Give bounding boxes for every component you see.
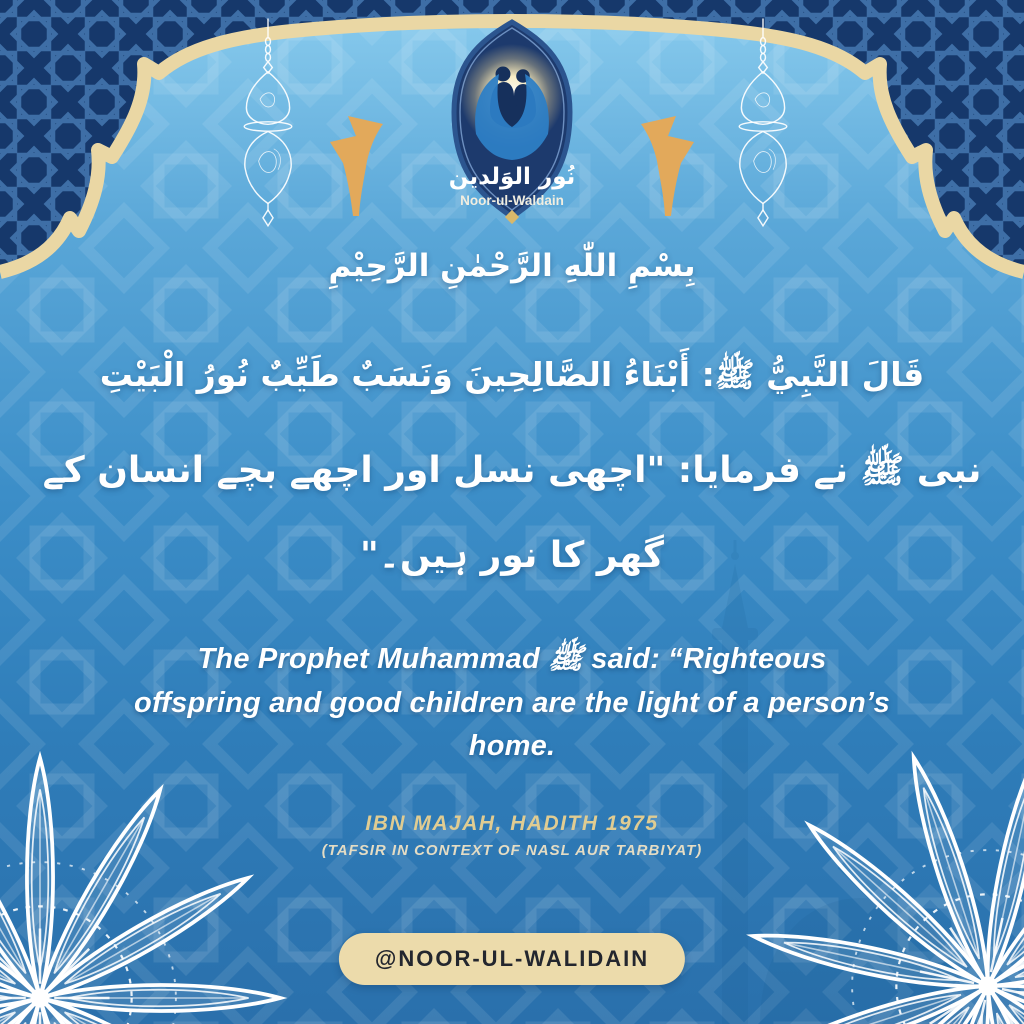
logo-latin-text: Noor-ul-Waldain [460, 193, 564, 208]
hadith-urdu-line1: نبی ﷺ نے فرمایا: "اچھی نسل اور اچھے بچے انسان کے [42, 450, 982, 491]
logo-arabic-text: نُور الوَلدين [448, 164, 576, 190]
social-handle-badge [339, 933, 685, 985]
bismillah-calligraphy: بِسْمِ اللّٰهِ الرَّحْمٰنِ الرَّحِيْمِ [328, 248, 696, 284]
hadith-urdu-line2: گھر کا نور ہیں۔" [360, 535, 664, 576]
hadith-source-note: (TAFSIR IN CONTEXT OF NASL AUR TARBIYAT) [321, 842, 703, 859]
logo-emblem [412, 16, 612, 231]
hadith-english-text: The Prophet Muhammad ﷺ said: “Righteous offspring and good children are the light of a person’s home. [134, 643, 890, 762]
social-handle-text: @NOOR-UL-WALIDAIN [374, 946, 650, 971]
hadith-source: IBN MAJAH, HADITH 1975 [365, 812, 659, 835]
hadith-arabic-text: قَالَ النَّبِيُّ ﷺ: أَبْنَاءُ الصَّالِحِينَ وَنَسَبٌ طَيِّبٌ نُورُ الْبَيْتِ [99, 355, 925, 394]
